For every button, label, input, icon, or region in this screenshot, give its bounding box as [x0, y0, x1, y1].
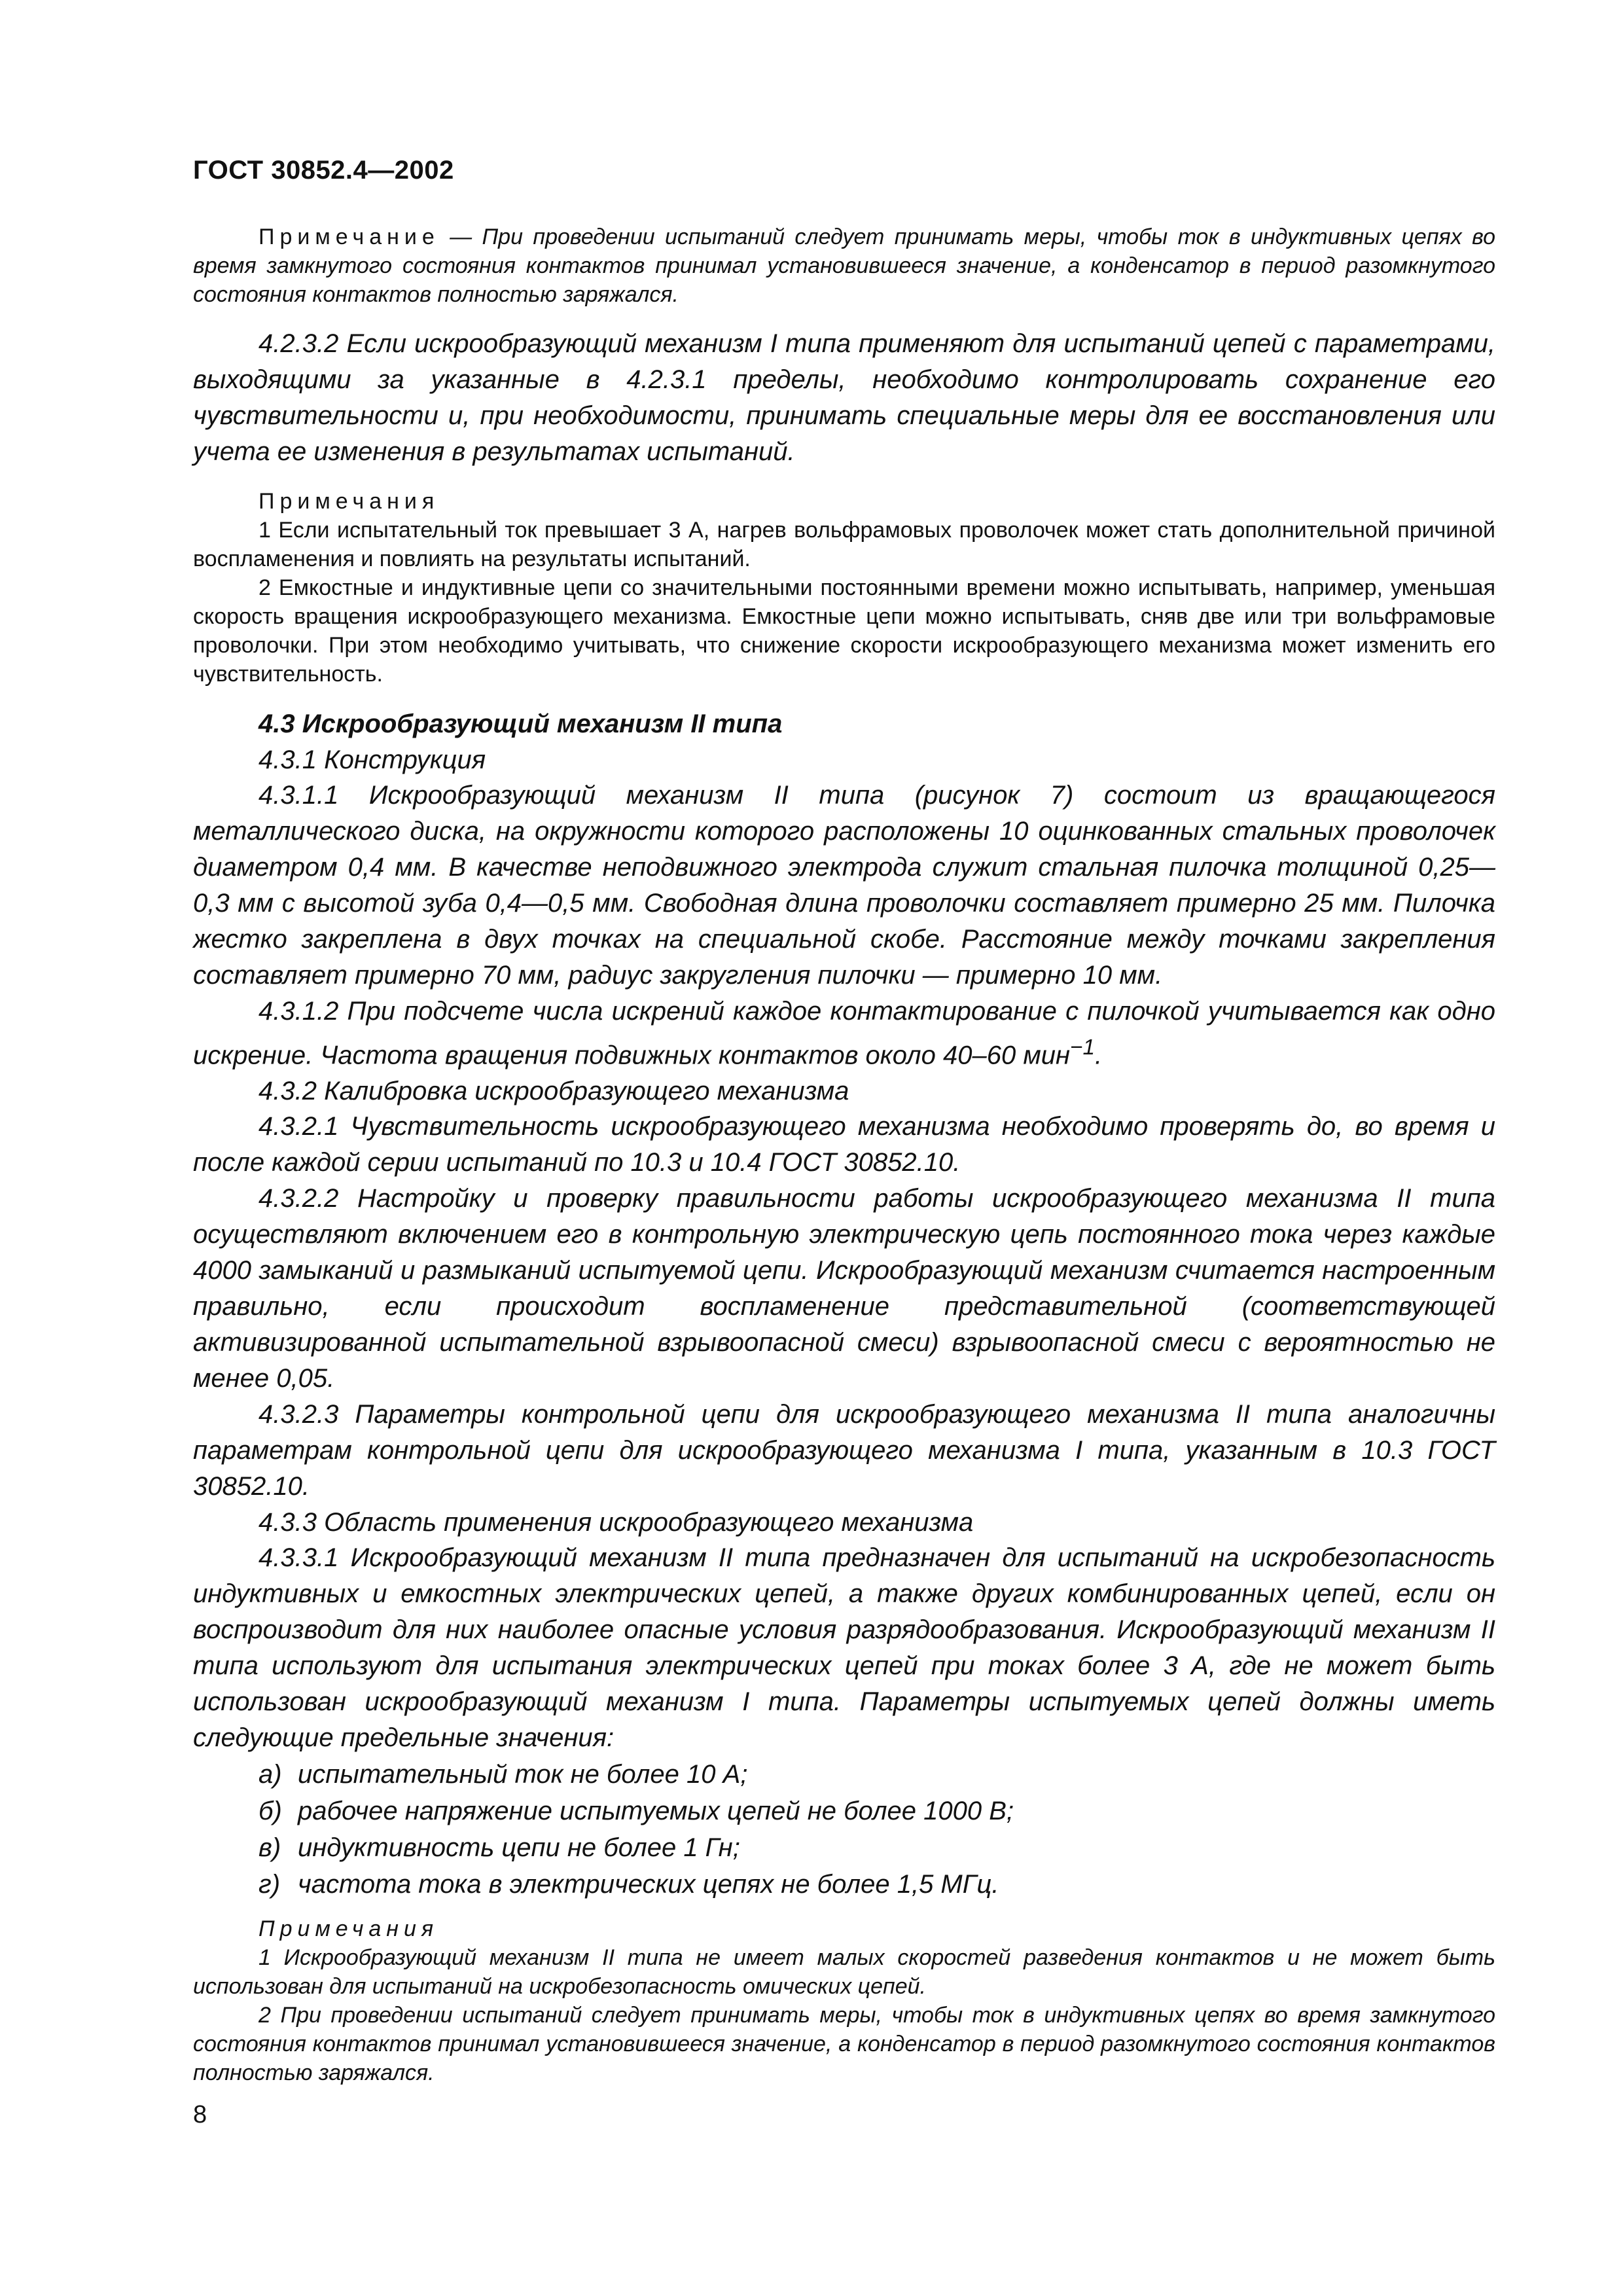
- subsection-4-3-2: 4.3.2 Калибровка искрообразующего механизма: [259, 1077, 849, 1106]
- paragraph-4-3-2-3: 4.3.2.3 Параметры контрольной цепи для искрообразующего механизма II типа аналогичны параметрам контрольной цепи для искрообразующего механизма I типа, указанным в 10.3 ГОСТ 30852.10.: [193, 1400, 1495, 1501]
- paragraph-4-3-3-1: 4.3.3.1 Искрообразующий механизм II типа предназначен для испытаний на искробезопасность индуктивных и емкостных электрических цепей, а также других комбинированных цепей, если он воспроизводит для них наиболее опасные условия разрядообразования. Искрообразующий механизм II типа используют для испытания электрических цепей при токах более 3 А, где не может быть использован искрообразующий механизм I типа. Параметры испытуемых цепей должны иметь следующие предельные значения:: [193, 1543, 1495, 1753]
- notes-2-item-2: 2 Емкостные и индуктивные цепи со значительными постоянными времени можно испытывать, например, уменьшая скорость вращения искрообразующего механизма. Емкостные цепи можно испытывать, сняв две или три вольфрамовые проволочки. При этом необходимо учитывать, что снижение скорости искрообразующего механизма может изменить его чувствительность.: [193, 575, 1495, 687]
- list-item-marker: б): [259, 1797, 282, 1826]
- paragraph-4-3-1-2-end: .: [1095, 1041, 1103, 1070]
- list-item-marker: в): [259, 1833, 281, 1863]
- list-item: [193, 1829, 1495, 1866]
- standard-header: ГОСТ 30852.4—2002: [193, 156, 454, 185]
- paragraph-4-3-1-1: 4.3.1.1 Искрообразующий механизм II типа (рисунок 7) состоит из вращающегося металлического диска, на окружности которого расположены 10 оцинкованных стальных проволочек диаметром 0,4 мм. В качестве неподвижного электрода служит стальная пилочка толщиной 0,25—0,3 мм с высотой зуба 0,4—0,5 мм. Свободная длина проволочки составляет примерно 25 мм. Пилочка жестко закреплена в двух точках на специальной скобе. Расстояние между точками закрепления составляет примерно 70 мм, радиус закругления пилочки — примерно 10 мм.: [193, 781, 1495, 990]
- list-item: [193, 1756, 1495, 1793]
- subsection-4-3-3: 4.3.3 Область применения искрообразующего механизма: [259, 1508, 974, 1537]
- list-item-text: частота тока в электрических цепях не более 1,5 МГц.: [298, 1870, 999, 1899]
- notes-2-title: Примечания: [259, 489, 440, 514]
- list-item-text: рабочее напряжение испытуемых цепей не более 1000 В;: [298, 1797, 1014, 1826]
- limits-list: [193, 1756, 1495, 1903]
- paragraph-4-3-1-2: [193, 994, 1495, 1073]
- page-content: [193, 223, 1495, 2087]
- notes-2-item-1: 1 Если испытательный ток превышает 3 А, нагрев вольфрамовых проволочек может стать дополнительной причиной воспламенения и повлиять на результаты испытаний.: [193, 518, 1495, 571]
- list-item: [193, 1866, 1495, 1903]
- paragraph-4-2-3-2: 4.2.3.2 Если искрообразующий механизм I типа применяют для испытаний цепей с параметрами, выходящими за указанные в 4.2.3.1 пределы, необходимо контролировать сохранение его чувствительности и, при необходимости, принимать специальные меры для ее восстановления или учета ее изменения в результатах испытаний.: [193, 329, 1495, 466]
- notes-3-item-1: 1 Искрообразующий механизм II типа не имеет малых скоростей разведения контактов и не может быть использован для испытаний на искробезопасность омических цепей.: [193, 1945, 1495, 2000]
- list-item-marker: а): [259, 1760, 282, 1789]
- note-1-label: Примечание: [259, 224, 440, 249]
- list-item-text: испытательный ток не более 10 А;: [298, 1760, 748, 1789]
- paragraph-4-3-2-1: 4.3.2.1 Чувствительность искрообразующего механизма необходимо проверять до, во время и после каждой серии испытаний по 10.3 и 10.4 ГОСТ 30852.10.: [193, 1112, 1495, 1177]
- page-number: 8: [193, 2101, 207, 2128]
- note-1: [193, 223, 1495, 309]
- notes-3-item-2: 2 При проведении испытаний следует принимать меры, чтобы ток в индуктивных цепях во время замкнутого состояния контактов принимал установившееся значение, а конденсатор в период разомкнутого состояния контактов полностью заряжался.: [193, 2003, 1495, 2086]
- paragraph-4-3-1-2-text: 4.3.1.2 При подсчете числа искрений каждое контактирование с пилочкой учитывается как одно искрение. Частота вращения подвижных контактов около 40–60 мин: [193, 997, 1495, 1070]
- subsection-4-3-1: 4.3.1 Конструкция: [259, 745, 486, 774]
- list-item: [193, 1793, 1495, 1829]
- list-item-text: индуктивность цепи не более 1 Гн;: [298, 1833, 740, 1863]
- paragraph-4-3-2-2: 4.3.2.2 Настройку и проверку правильности работы искрообразующего механизма II типа осуществляют включением его в контрольную электрическую цепь постоянного тока через каждые 4000 замыканий и размыканий испытуемой цепи. Искрообразующий механизм считается настроенным правильно, если происходит воспламенение представительной (соответствующей активизированной испытательной взрывоопасной смеси) взрывоопасной смеси с вероятностью не менее 0,05.: [193, 1184, 1495, 1393]
- paragraph-4-3-1-2-superscript: −1: [1070, 1035, 1095, 1060]
- notes-3-title: Примечания: [259, 1916, 439, 1942]
- section-4-3-heading: 4.3 Искрообразующий механизм II типа: [259, 709, 783, 738]
- list-item-marker: г): [259, 1870, 281, 1899]
- note-1-text: — При проведении испытаний следует принимать меры, чтобы ток в индуктивных цепях во время замкнутого состояния контактов принимал установившееся значение, а конденсатор в период разомкнутого состояния контактов полностью заряжался.: [193, 224, 1495, 307]
